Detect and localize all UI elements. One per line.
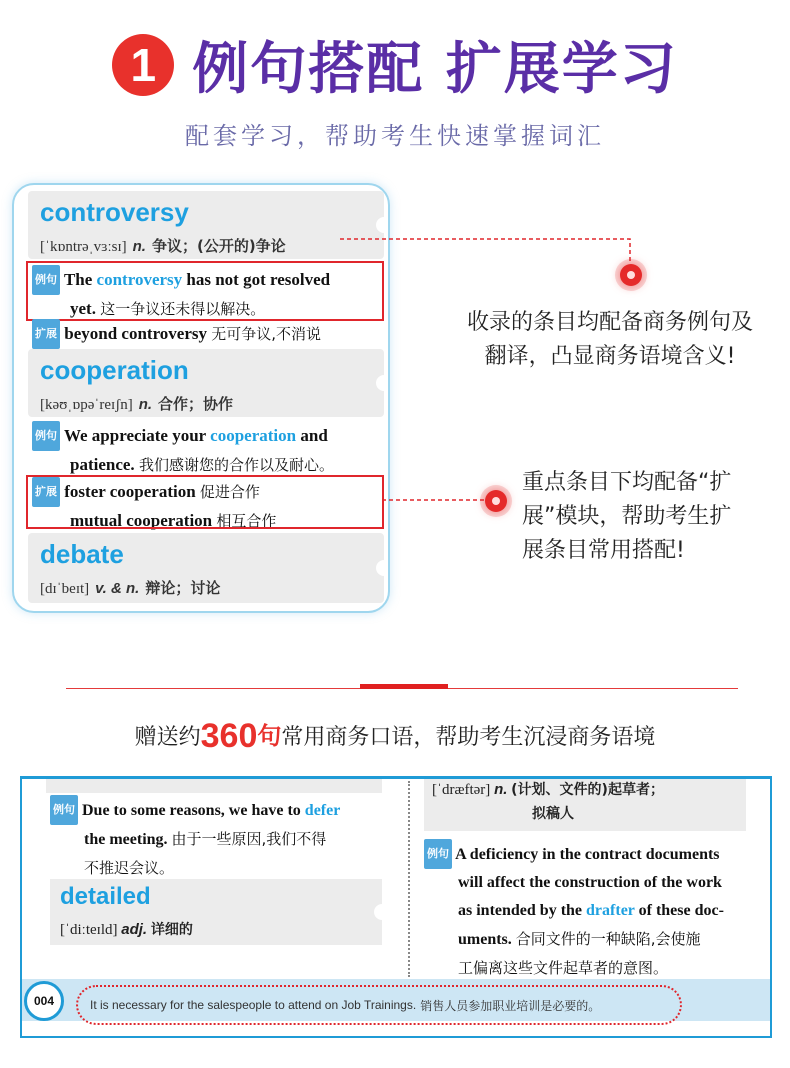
example-translation: 工偏离这些文件起草者的意图。	[458, 959, 669, 977]
part-of-speech: n.	[494, 781, 508, 798]
example-translation: 我们感谢您的合作以及耐心。	[138, 456, 334, 474]
example-text: A deficiency in the contract documents	[455, 846, 720, 863]
example-text: uments.	[458, 931, 512, 948]
example-text: will affect the construction of the work	[458, 874, 722, 891]
bonus-suffix: 常用商务口语，帮助考生沉浸商务语境	[281, 725, 656, 750]
cut-word-box	[46, 776, 382, 793]
section-divider-accent	[360, 684, 448, 689]
notch-decoration	[374, 904, 390, 920]
extend-phrase: mutual cooperation	[70, 511, 213, 530]
extend-translation: 促进合作	[199, 483, 260, 501]
phonetic: [ˈdiːteɪld]	[60, 922, 118, 938]
headword: debate	[40, 539, 124, 569]
extend-tag: 扩展	[32, 319, 60, 349]
callout-line: 收录的条目均配备商务例句及	[466, 310, 753, 335]
word-entry-detailed	[50, 879, 382, 945]
bonus-prefix: 赠送约	[134, 725, 201, 750]
callout-dot-2	[485, 490, 507, 512]
extend-tag: 扩展	[32, 477, 60, 507]
callout-line: 翻译，凸显商务语境含义!	[484, 344, 736, 369]
callout-text-2	[522, 466, 772, 568]
phonetic: [kəʊˌɒpəˈreɪʃn]	[40, 397, 133, 413]
extend-phrase: beyond controversy	[64, 324, 208, 343]
footer-sentence	[76, 985, 682, 1025]
definition: 争议；(公开的)争论	[151, 237, 286, 255]
example-translation: 不推迟会议。	[84, 859, 175, 877]
example-text: of these doc-	[638, 902, 724, 919]
example-text: We appreciate your	[63, 426, 206, 445]
bonus-number: 360	[200, 717, 258, 755]
example-tag: 例句	[50, 795, 78, 825]
phonetic-line	[432, 779, 664, 799]
example-tag: 例句	[32, 265, 60, 295]
example-translation: 合同文件的一种缺陷,会使施	[515, 930, 701, 948]
bonus-unit: 句	[257, 722, 282, 750]
footer-sentence-zh: 销售人员参加职业培训是必要的。	[420, 998, 601, 1013]
connector-line-1	[340, 239, 630, 264]
example-text: The	[63, 270, 93, 289]
phonetic: [dɪˈbeɪt]	[40, 581, 90, 597]
page-title: 例句搭配 扩展学习	[192, 37, 678, 102]
example-translation: 由于一些原因,我们不得	[171, 830, 327, 848]
extend-translation: 无可争议,不消说	[211, 325, 322, 343]
book-page-preview	[20, 776, 772, 1038]
example-keyword: drafter	[586, 902, 635, 919]
example-sentence	[50, 795, 394, 882]
example-keyword: controversy	[96, 270, 183, 289]
footer-sentence-en: It is necessary for the salespeople to attend on Job Trainings.	[90, 998, 417, 1012]
headword: detailed	[60, 883, 151, 910]
example-sentence	[424, 839, 766, 982]
callout-line: 展条目常用搭配!	[522, 538, 685, 563]
example-text: and	[300, 426, 328, 445]
example-text: yet.	[70, 299, 96, 318]
bonus-line	[0, 716, 790, 756]
phonetic-line	[60, 919, 193, 939]
callout-dot-1	[620, 264, 642, 286]
part-of-speech: adj.	[121, 921, 148, 938]
column-separator	[408, 781, 410, 977]
part-of-speech: n.	[132, 238, 146, 255]
part-of-speech: n.	[138, 396, 153, 413]
example-text: patience.	[70, 455, 135, 474]
section-number-badge: 1	[112, 34, 174, 96]
page-subtitle: 配套学习，帮助考生快速掌握词汇	[185, 122, 605, 150]
example-keyword: cooperation	[210, 426, 297, 445]
callout-line: 展”模块，帮助考生扩	[522, 504, 732, 529]
definition: 拟稿人	[532, 806, 574, 822]
callout-line: 重点条目下均配备“扩	[522, 470, 732, 495]
word-entry-drafter	[424, 776, 746, 831]
example-keyword: defer	[304, 802, 341, 819]
definition: 辩论；讨论	[145, 579, 221, 597]
definition: 详细的	[150, 922, 193, 938]
example-text: Due to some reasons, we have to	[82, 802, 301, 819]
example-tag: 例句	[424, 839, 452, 869]
part-of-speech: v. & n.	[95, 580, 140, 597]
example-translation: 这一争议还未得以解决。	[100, 300, 266, 318]
example-text: the meeting.	[84, 831, 168, 848]
page-number: 004	[24, 981, 64, 1021]
definition: 合作；协作	[158, 395, 234, 413]
example-text: has not got resolved	[186, 270, 331, 289]
phonetic: [ˈdræftər]	[432, 782, 491, 798]
extend-translation: 相互合作	[216, 512, 277, 530]
callout-text-1	[442, 306, 778, 374]
headword: controversy	[40, 197, 189, 227]
headword: cooperation	[40, 355, 189, 385]
definition: (计划、文件的)起草者；	[511, 782, 664, 798]
example-tag: 例句	[32, 421, 60, 451]
phonetic: [ˈkɒntrəˌvɜːsɪ]	[40, 239, 127, 255]
example-text: as intended by the	[458, 902, 583, 919]
extend-phrase: foster cooperation	[64, 482, 196, 501]
